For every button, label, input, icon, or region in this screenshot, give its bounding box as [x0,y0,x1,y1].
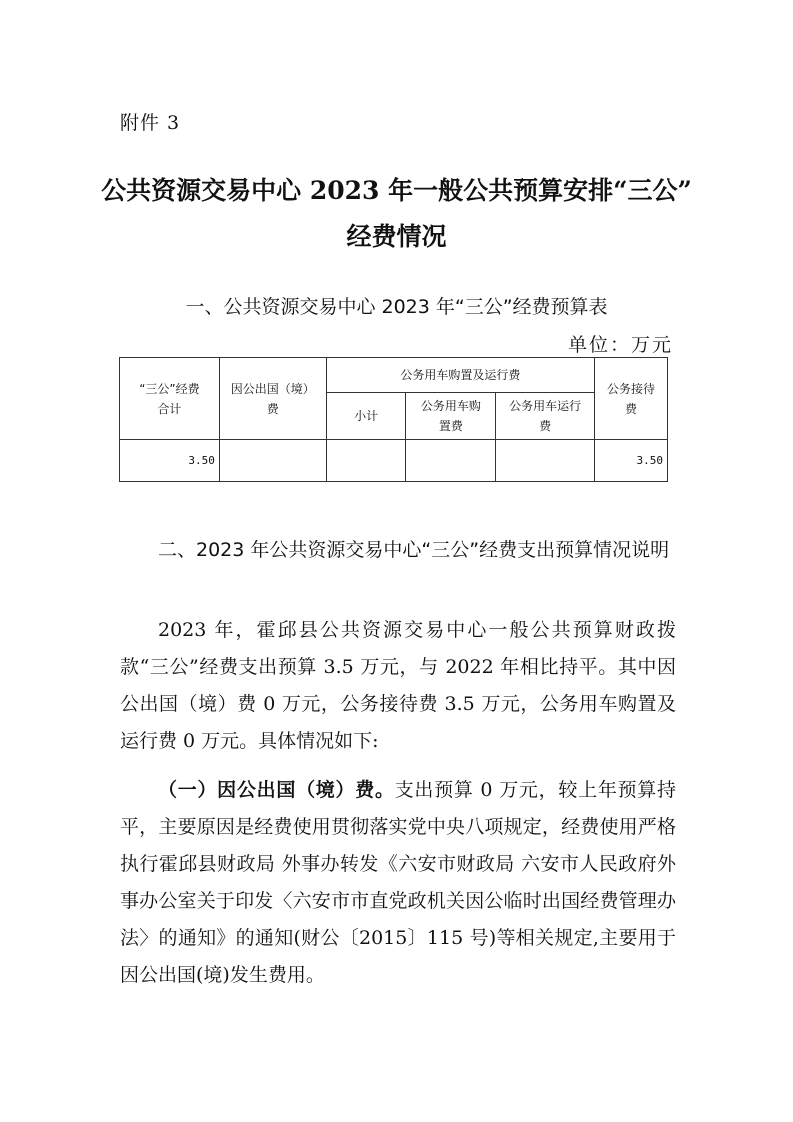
annex-label: 附件 3 [120,112,181,134]
section1-title: 一、公共资源交易中心 2023 年“三公”经费预算表 [185,296,608,318]
paragraph-abroad-heading: （一）因公出国（境）费。 [158,779,395,801]
title-line-2: 经费情况 [346,222,447,251]
value-reception: 3.50 [595,440,668,482]
unit-label: 单位：万元 [567,334,673,356]
value-total: 3.50 [120,440,220,482]
title-line-1: 公共资源交易中心 2023 年一般公共预算安排“三公” [101,176,692,205]
header-reception: 公务接待 费 [595,358,668,440]
header-subtotal: 小计 [326,393,406,440]
header-operation: 公务用车运行 费 [496,393,595,440]
budget-table [119,357,668,482]
table-header-row [120,358,668,393]
header-total: “三公”经费 合计 [120,358,220,440]
value-subtotal [326,440,406,482]
value-operation [496,440,595,482]
paragraph-abroad-body: 支出预算 0 万元，较上年预算持平，主要原因是经费使用贯彻落实党中央八项规定，经费使用严格执行霍邱县财政局 外事办转发《六安市财政局 六安市人民政府外事办公室关于印发〈六安市市直党政机关因公临时出国经费管理办法〉的通知》的通知(财公〔2015〕115 号)等相关规定,主要用于因公出国(境)发生费用。 [120,779,676,986]
document-title [100,168,693,260]
paragraph-overview: 2023 年，霍邱县公共资源交易中心一般公共预算财政拨款“三公”经费支出预算 3.5 万元，与 2022 年相比持平。其中因公出国（境）费 0 万元，公务接待费 3.5 万元，公务用车购置及运行费 0 万元。具体情况如下: [120,619,676,752]
section2-title: 二、2023 年公共资源交易中心“三公”经费支出预算情况说明 [158,539,670,561]
value-abroad [219,440,326,482]
header-purchase: 公务用车购 置费 [406,393,496,440]
value-purchase [406,440,496,482]
paragraph-abroad [120,772,676,994]
table-row [120,440,668,482]
header-vehicle: 公务用车购置及运行费 [326,358,594,393]
header-abroad: 因公出国（境） 费 [219,358,326,440]
